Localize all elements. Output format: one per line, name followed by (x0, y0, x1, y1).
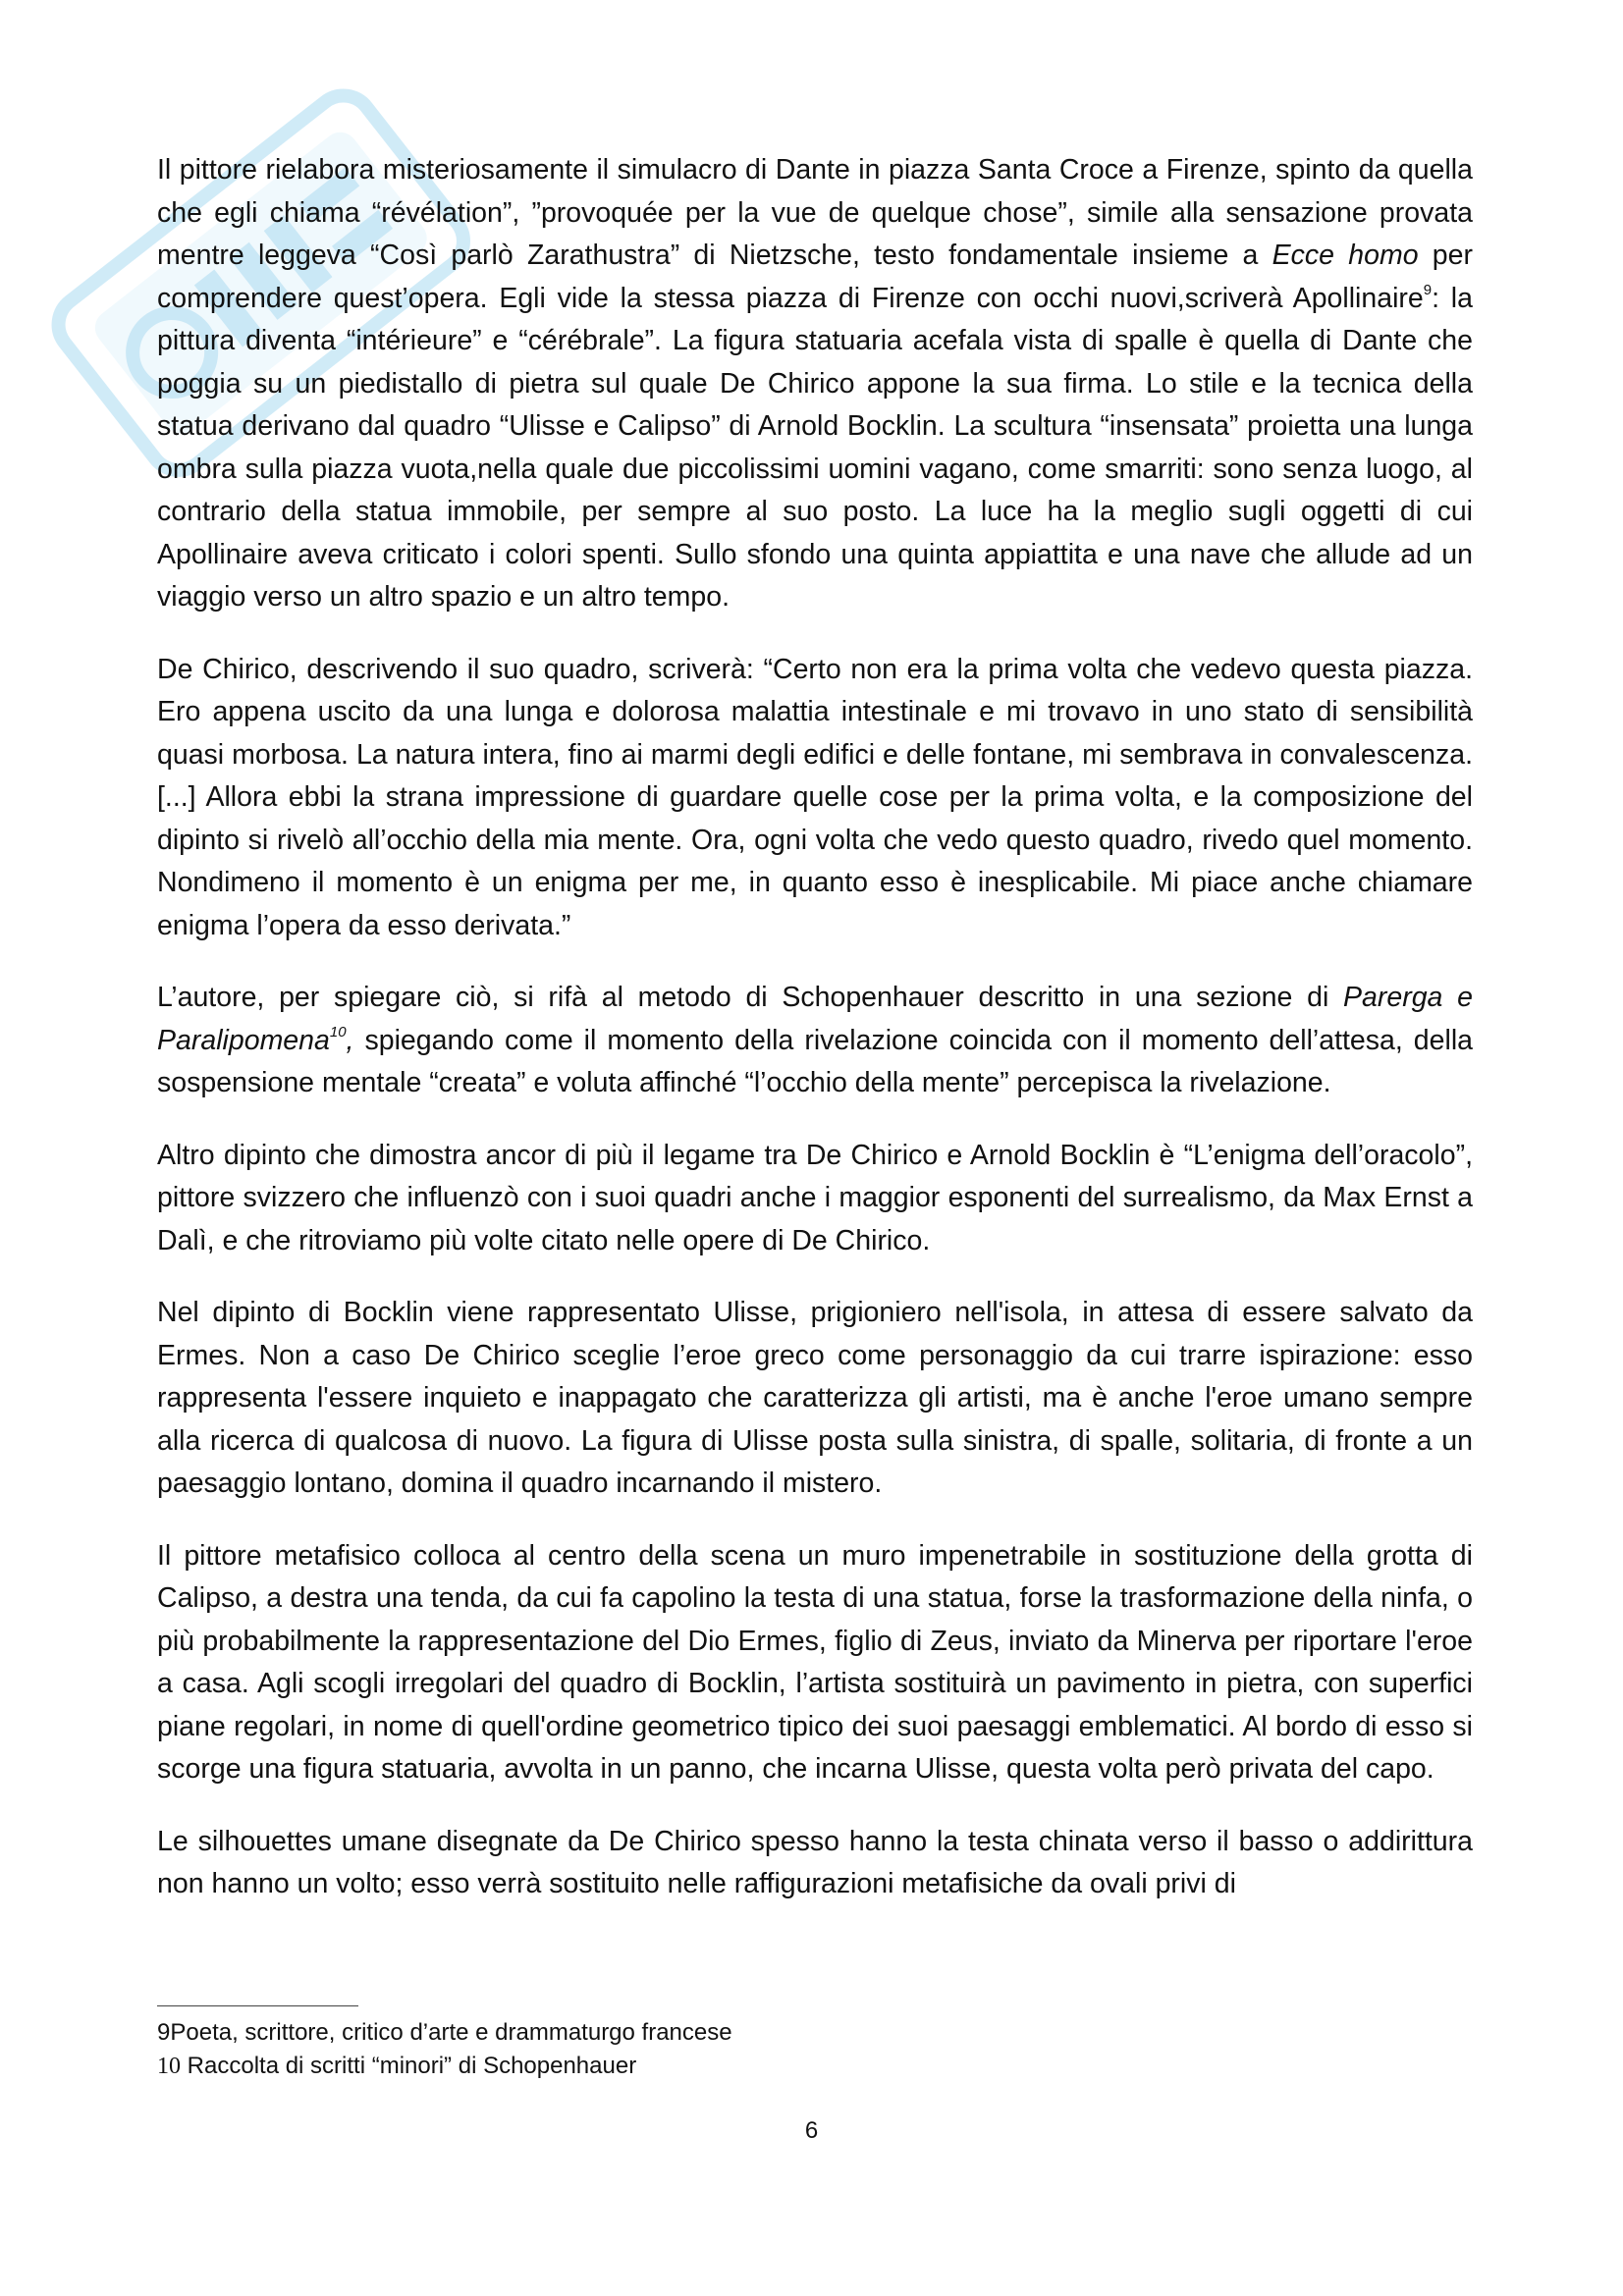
text-run: Il pittore rielabora misteriosamente il simulacro di Dante in piazza Santa Croce a Firenze, spinto da quella che egli chiama “révélation”, ”provoquée per la vue de quelque chose”, simile alla sensazione provata mentre leggeva “Così parlò Zarathustra” di Nietzsche, testo fondamentale insieme a (157, 154, 1473, 271)
text-run: Le silhouettes umane disegnate da De Chirico spesso hanno la testa chinata verso il basso o addirittura non hanno un volto; esso verrà sostituito nelle raffigurazioni metafisiche da ovali privi di (157, 1825, 1473, 1899)
footnote-number: 9 (157, 2019, 171, 2046)
text-run: Nel dipinto di Bocklin viene rappresentato Ulisse, prigioniero nell'isola, in attesa di essere salvato da Ermes. Non a caso De Chirico sceglie l’eroe greco come personaggio da cui trarre ispirazione: esso rappresenta l'essere inquieto e inappagato che caratterizza gli artisti, ma è anche l'eroe umano sempre alla ricerca di qualcosa di nuovo. La figura di Ulisse posta sulla sinistra, di spalle, solitaria, di fronte a un paesaggio lontano, domina il quadro incarnando il mistero. (157, 1297, 1473, 1499)
italic-text: , (346, 1024, 354, 1056)
footnotes (157, 2005, 1473, 2083)
text-run: L’autore, per spiegare ciò, si rifà al metodo di Schopenhauer descritto in una sezione di (157, 982, 1344, 1013)
paragraph-2 (157, 649, 1473, 948)
text-run: Altro dipinto che dimostra ancor di più il legame tra De Chirico e Arnold Bocklin è “L’enigma dell’oracolo”, pittore svizzero che influenzò con i suoi quadri anche i maggior esponenti del surrealismo, da Max Ernst a Dalì, e che ritroviamo più volte citato nelle opere di De Chirico. (157, 1139, 1473, 1256)
italic-text: Ecce homo (1271, 240, 1419, 271)
paragraph-7 (157, 1821, 1473, 1906)
footnote-rule (157, 2005, 358, 2006)
paragraph-3 (157, 977, 1473, 1105)
paragraph-1 (157, 149, 1473, 619)
text-run: spiegando come il momento della rivelazione coincida con il momento dell’attesa, della sospensione mentale “creata” e voluta affinché “l’occhio della mente” percepisca la rivelazione. (157, 1024, 1473, 1098)
page-number: 6 (804, 2117, 819, 2144)
paragraph-5 (157, 1292, 1473, 1506)
footnote-10 (157, 2050, 1473, 2083)
footnote-text: Poeta, scrittore, critico d’arte e drammaturgo francese (170, 2019, 732, 2046)
text-run: : la pittura diventa “intérieure” e “cérébrale”. La figura statuaria acefala vista di spalle è quella di Dante che poggia su un piedistallo di pietra sul quale De Chirico appone la sua firma. Lo stile e la tecnica della statua derivano dal quadro “Ulisse e Calipso” di Arnold Bocklin. La scultura “insensata” proietta una lunga ombra sulla piazza vuota,nella quale due piccolissimi uomini vagano, come smarriti: sono senza luogo, al contrario della statua immobile, per sempre al suo posto. La luce ha la meglio sugli oggetti di cui Apollinaire aveva criticato i colori spenti. Sullo sfondo una quinta appiattita e una nave che allude ad un viaggio verso un altro spazio e un altro tempo. (157, 282, 1473, 613)
text-run: Il pittore metafisico colloca al centro della scena un muro impenetrabile in sostituzione della grotta di Calipso, a destra una tenda, da cui fa capolino la testa di una statua, forse la trasformazione della ninfa, o più probabilmente la rappresentazione del Dio Ermes, figlio di Zeus, inviato da Minerva per riportare l'eroe a casa. Agli scogli irregolari del quadro di Bocklin, l’artista sostituirà un pavimento in pietra, con superfici piane regolari, in nome di quell'ordine geometrico tipico dei suoi paesaggi emblematici. Al bordo di esso si scorge una figura statuaria, avvolta in un panno, che incarna Ulisse, questa volta però privata del capo. (157, 1539, 1473, 1785)
text-run: De Chirico, descrivendo il suo quadro, scriverà: “Certo non era la prima volta che vedevo questa piazza. Ero appena uscito da una lunga e dolorosa malattia intestinale e mi trovavo in uno stato di sensibilità quasi morbosa. La natura intera, fino ai marmi degli edifici e delle fontane, mi sembrava in convalescenza. [...] Allora ebbi la strana impressione di guardare quelle cose per la prima volta, e la composizione del dipinto si rivelò all’occhio della mia mente. Ora, ogni volta che vedo questo quadro, rivedo quel momento. Nondimeno il momento è un enigma per me, in quanto esso è inesplicabile. Mi piace anche chiamare enigma l’opera da esso derivata.” (157, 653, 1473, 941)
footnote-number: 10 (157, 2054, 181, 2079)
paragraph-6 (157, 1535, 1473, 1791)
paragraph-4 (157, 1135, 1473, 1263)
text-run: per comprendere quest’opera. Egli vide la stessa piazza di Firenze con occhi nuovi,scriverà Apollinaire (157, 240, 1473, 314)
footnote-text: Raccolta di scritti “minori” di Schopenhauer (181, 2053, 637, 2079)
italic-text: Parerga e Paralipomena (157, 982, 1473, 1056)
footnote-ref: 10 (329, 1024, 347, 1041)
footnote-ref: 9 (1423, 282, 1433, 298)
footnote-9 (157, 2016, 1473, 2050)
document-body (157, 149, 1473, 1936)
